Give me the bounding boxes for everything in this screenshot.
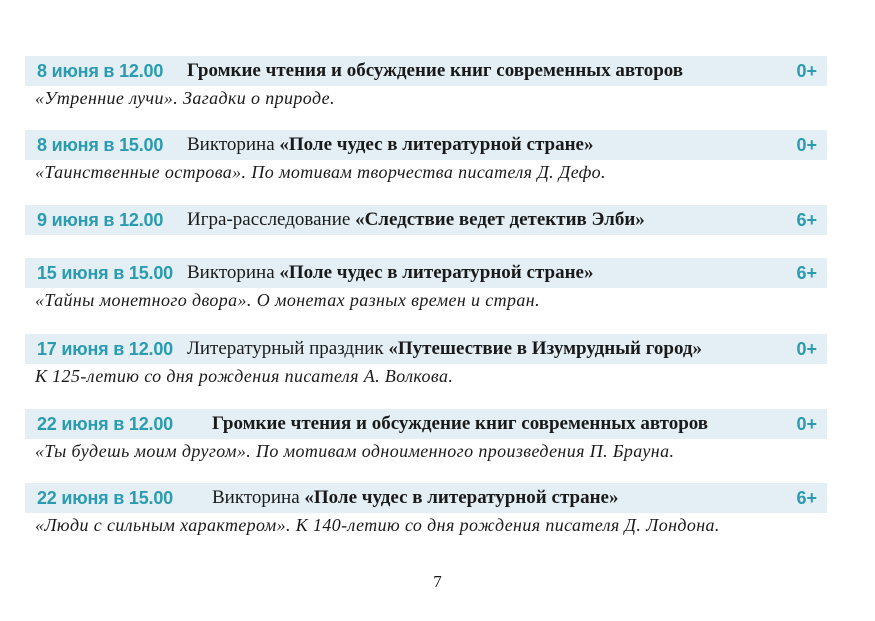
event-title [187,56,683,86]
age-rating: 6+ [796,488,817,508]
page-number: 7 [433,572,442,591]
age-rating: 0+ [796,339,817,359]
event-name: Громкие чтения и обсуждение книг современных авторов [187,60,684,81]
event-date: 17 июня в 12.00 [37,339,173,359]
event-name: «Поле чудес в литературной стране» [279,262,594,283]
event-date: 15 июня в 15.00 [37,263,173,283]
event-type: Викторина [187,262,280,283]
event-7 [25,483,827,536]
age-rating: 6+ [796,263,817,283]
event-title [187,334,702,364]
event-date: 22 июня в 12.00 [37,414,173,434]
age-rating: 6+ [796,210,817,230]
event-header [25,409,827,439]
event-description: «Тайны монетного двора». О монетах разных времен и стран. [34,290,540,310]
event-1 [25,56,827,109]
event-6 [25,409,827,462]
age-rating: 0+ [796,135,817,155]
event-header [25,483,827,513]
event-title [212,483,618,513]
event-date: 8 июня в 12.00 [37,61,164,81]
event-header [25,205,827,235]
event-description: «Люди с сильным характером». К 140-летию со дня рождения писателя Д. Лондона. [34,515,720,535]
event-date: 9 июня в 12.00 [37,210,164,230]
event-title [212,409,708,439]
event-5 [25,334,827,387]
event-4 [25,258,827,311]
event-name: «Поле чудес в литературной стране» [304,487,619,508]
event-title [187,205,645,235]
event-name: «Путешествие в Изумрудный город» [388,338,703,359]
event-description: К 125-летию со дня рождения писателя А. Волкова. [34,366,454,386]
event-type: Игра-расследование [187,209,356,230]
event-type: Викторина [212,487,305,508]
event-description: «Утренние лучи». Загадки о природе. [34,88,335,108]
event-header [25,258,827,288]
event-date: 22 июня в 15.00 [37,488,173,508]
event-title [187,258,593,288]
event-2 [25,130,827,183]
event-description: «Ты будешь моим другом». По мотивам одноименного произведения П. Брауна. [34,441,675,461]
age-rating: 0+ [796,61,817,81]
event-type: Викторина [187,134,280,155]
event-type: Литературный праздник [187,338,389,359]
event-header [25,56,827,86]
event-name: «Следствие ведет детектив Элби» [355,209,645,230]
event-header [25,130,827,160]
event-description: «Таинственные острова». По мотивам творчества писателя Д. Дефо. [34,162,606,182]
event-header [25,334,827,364]
event-3 [25,205,827,235]
event-date: 8 июня в 15.00 [37,135,164,155]
age-rating: 0+ [796,414,817,434]
event-name: «Поле чудес в литературной стране» [279,134,594,155]
event-name: Громкие чтения и обсуждение книг современных авторов [212,413,709,434]
event-title [187,130,593,160]
